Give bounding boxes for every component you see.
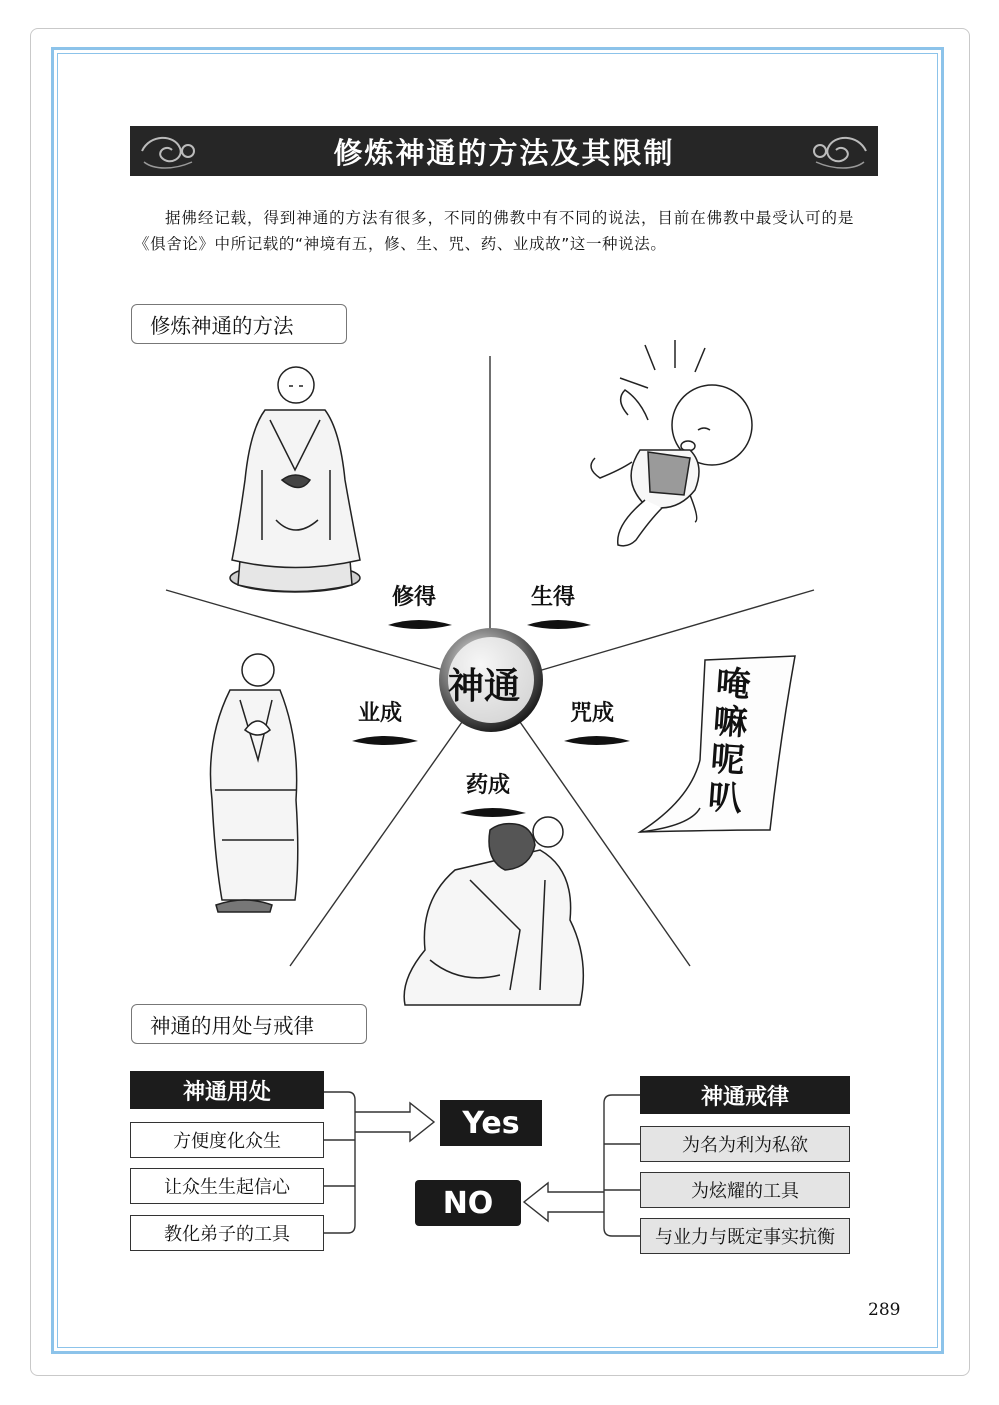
- precepts-item: 与业力与既定事实抗衡: [640, 1218, 850, 1254]
- mantra-scroll-text: 唵嘛呢叭: [706, 663, 752, 820]
- precepts-header: 神通戒律: [640, 1076, 850, 1114]
- no-arrow: [524, 1183, 604, 1221]
- precepts-bracket: [604, 1095, 640, 1236]
- page-title: 修炼神通的方法及其限制: [333, 135, 675, 170]
- uses-item: 方便度化众生: [130, 1122, 324, 1158]
- method-label-birth: 生得: [531, 584, 576, 610]
- uses-item: 教化弟子的工具: [130, 1215, 324, 1251]
- page-number: 289: [868, 1300, 901, 1320]
- precepts-item: 为名为利为私欲: [640, 1126, 850, 1162]
- center-label: 神通: [448, 665, 521, 707]
- yes-badge: Yes: [440, 1100, 542, 1146]
- uses-bracket: [324, 1092, 355, 1233]
- method-label-mantra: 咒成: [570, 700, 615, 726]
- no-badge: NO: [415, 1180, 521, 1226]
- method-label-karma: 业成: [358, 700, 403, 726]
- uses-item: 让众生生起信心: [130, 1168, 324, 1204]
- section-heading-uses-precepts: 神通的用处与戒律: [131, 1004, 367, 1044]
- intro-paragraph: 据佛经记载，得到神通的方法有很多，不同的佛教中有不同的说法，目前在佛教中最受认可的是《俱舍论》中所记载的“神境有五，修、生、咒、药、业成故”这一种说法。: [134, 209, 854, 253]
- yes-arrow: [355, 1103, 434, 1141]
- section-heading-methods: 修炼神通的方法: [131, 304, 347, 344]
- method-label-medicine: 药成: [466, 772, 511, 798]
- method-label-cultivation: 修得: [392, 584, 437, 610]
- uses-header: 神通用处: [130, 1071, 324, 1109]
- precepts-item: 为炫耀的工具: [640, 1172, 850, 1208]
